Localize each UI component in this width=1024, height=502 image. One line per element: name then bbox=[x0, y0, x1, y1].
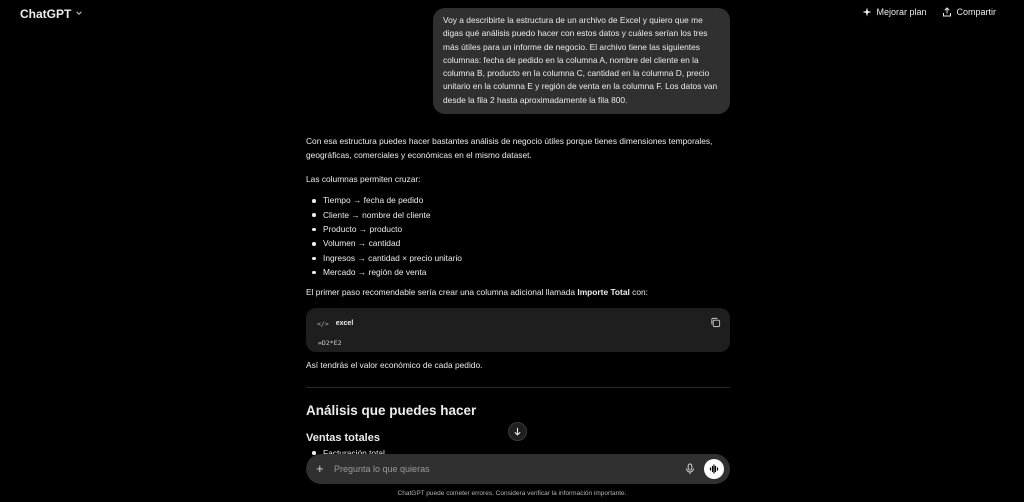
share-label: Compartir bbox=[956, 7, 996, 17]
user-message-bubble: Voy a describirte la estructura de un archivo de Excel y quiero que me digas qué análisis puedo hacer con estos datos y cuáles serían los tres más útiles para un informe de negocio. El archivo tiene las siguientes columnas: fecha de pedido en la columna A, nombre del cliente en la columna B, producto en la columna C, cantidad en la columna D, precio unitario en la columna E y región de venta en la columna F. Los datos van desde la fila 2 hasta aproximadamente la fila 800. bbox=[433, 8, 730, 114]
first-step-prefix: El primer paso recomendable sería crear una columna adicional llamada bbox=[306, 287, 578, 297]
code-icon: </> bbox=[317, 320, 329, 328]
code-block bbox=[306, 308, 730, 352]
plus-icon[interactable]: + bbox=[316, 461, 324, 476]
list-item: Volumen → cantidad bbox=[306, 236, 462, 250]
list-item: Cliente → nombre del cliente bbox=[306, 207, 462, 221]
columns-list bbox=[306, 193, 462, 279]
list-item: Mercado → región de venta bbox=[306, 265, 462, 279]
disclaimer: ChatGPT puede cometer errores. Considera verificar la información importante. bbox=[397, 490, 627, 497]
list-item: Tiempo → fecha de pedido bbox=[306, 193, 462, 207]
section-subheading: Ventas totales bbox=[306, 432, 380, 444]
after-code-text: Así tendrás el valor económico de cada pedido. bbox=[306, 360, 483, 370]
arrow-down-icon bbox=[513, 427, 522, 436]
top-actions bbox=[862, 7, 996, 17]
first-step-text bbox=[306, 285, 648, 299]
model-selector[interactable] bbox=[20, 7, 83, 21]
copy-icon[interactable] bbox=[710, 317, 721, 328]
prompt-input[interactable] bbox=[334, 461, 664, 477]
columns-intro: Las columnas permiten cruzar: bbox=[306, 174, 421, 184]
divider bbox=[306, 387, 730, 388]
code-language: excel bbox=[335, 320, 354, 327]
composer bbox=[306, 454, 730, 484]
share-icon bbox=[942, 7, 952, 17]
app-title: ChatGPT bbox=[20, 7, 72, 21]
list-item: Producto → producto bbox=[306, 222, 462, 236]
first-step-bold: Importe Total bbox=[577, 287, 630, 297]
share-button[interactable] bbox=[942, 7, 996, 17]
voice-mode-button[interactable] bbox=[704, 459, 724, 479]
upgrade-label: Mejorar plan bbox=[876, 7, 927, 17]
upgrade-button[interactable] bbox=[862, 7, 926, 17]
chevron-down-icon bbox=[75, 9, 83, 19]
scroll-to-bottom-button[interactable] bbox=[508, 422, 527, 441]
microphone-icon[interactable] bbox=[684, 463, 696, 475]
answer-intro: Con esa estructura puedes hacer bastantes análisis de negocio útiles porque tienes dimensiones temporales, geográficas, comerciales y económicas en el mismo dataset. bbox=[306, 136, 713, 160]
list-item: Ingresos → cantidad × precio unitario bbox=[306, 251, 462, 265]
code-header bbox=[317, 317, 353, 331]
first-step-suffix: con: bbox=[629, 287, 648, 297]
waveform-icon bbox=[709, 464, 719, 474]
code-content: =D2*E2 bbox=[318, 339, 342, 347]
sparkle-icon bbox=[862, 7, 872, 17]
section-heading: Análisis que puedes hacer bbox=[306, 403, 477, 418]
